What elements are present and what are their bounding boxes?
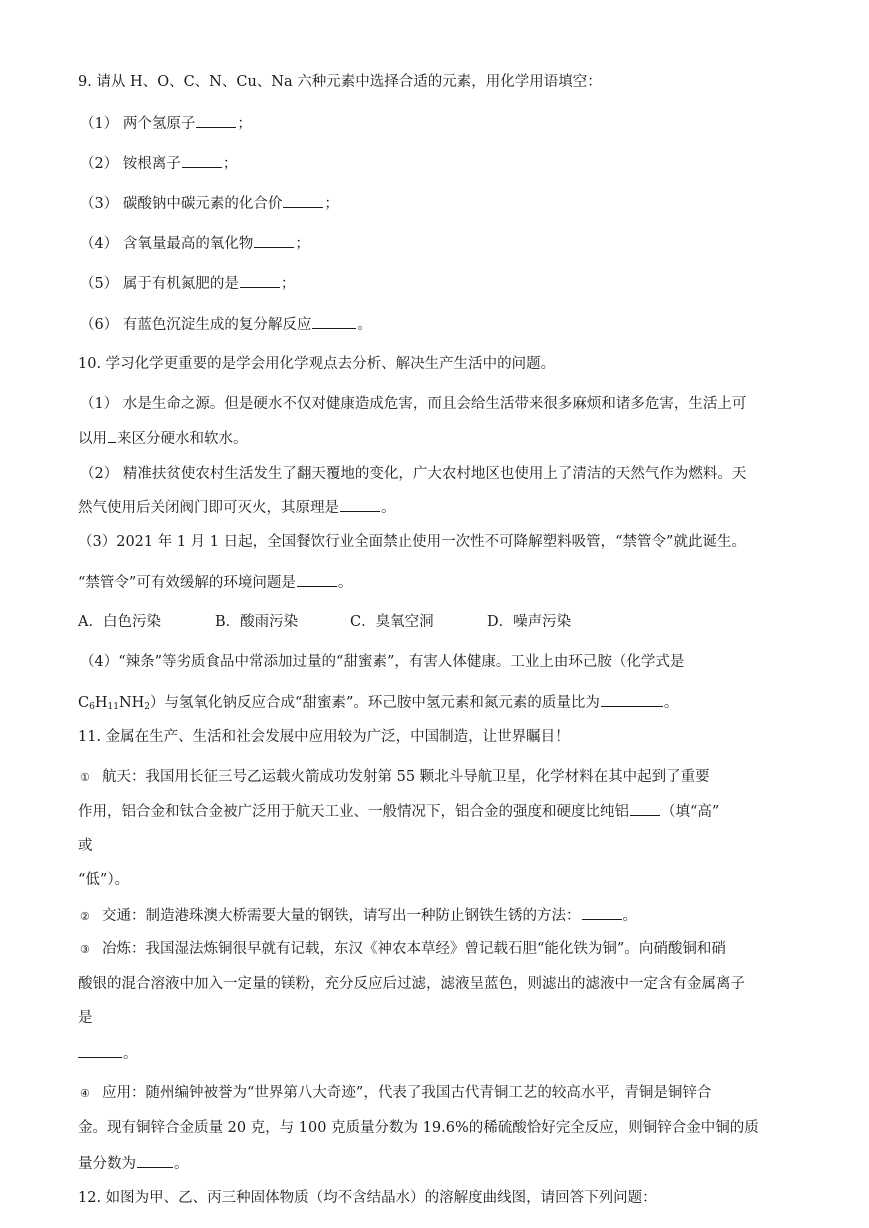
q9-item-5-text: （5） 属于有机氮肥的是	[80, 276, 239, 292]
q9-item-4-text: （4） 含氧量最高的氧化物	[80, 236, 254, 252]
answer-blank[interactable]	[78, 1043, 122, 1058]
q9-item-1	[80, 113, 789, 134]
q11-c-line3: 是	[78, 1010, 93, 1026]
q10-p1-line2-text: 以用	[78, 431, 107, 447]
answer-blank[interactable]	[137, 1153, 173, 1168]
q11-b-line-text: 交通：制造港珠澳大桥需要大量的钢铁，请写出一种防止钢铁生锈的方法：	[102, 908, 581, 924]
q10-p3-line2	[78, 572, 789, 593]
q9-item-5	[80, 273, 789, 294]
q10-p3-line2-text: “禁管令”可有效缓解的环境问题是	[78, 575, 296, 591]
answer-blank[interactable]	[196, 113, 236, 128]
choice-c[interactable]: C．臭氧空洞	[350, 614, 434, 630]
q11-b-line	[80, 905, 789, 927]
q11-a-line1-text: 航天：我国用长征三号乙运载火箭成功发射第 55 颗北斗导航卫星，化学材料在其中起到了重要	[102, 769, 710, 785]
answer-blank[interactable]	[254, 233, 294, 248]
choice-a[interactable]: A．白色污染	[78, 614, 161, 630]
q10-p2-line2-text: 然气使用后关闭阀门即可灭火，其原理是	[78, 500, 339, 516]
q11-a-line4: “低”）。	[78, 872, 130, 888]
q11-b-line-end: 。	[622, 908, 637, 924]
q9-item-4-end: ；	[295, 236, 310, 252]
q9-item-4	[80, 233, 789, 254]
answer-blank[interactable]	[283, 193, 323, 208]
q9-item-6-end: 。	[357, 317, 372, 333]
q10-stem: 10. 学习化学更重要的是学会用化学观点去分析、解决生产生活中的问题。	[78, 356, 556, 372]
q10-p2-line2-end: 。	[381, 500, 396, 516]
q9-item-2	[80, 153, 789, 174]
choice-d[interactable]: D．噪声污染	[487, 614, 572, 630]
q9-item-1-end: ；	[237, 116, 252, 132]
q10-p4-line2-end: 。	[663, 695, 679, 711]
circled-number-4: ④	[80, 1087, 90, 1100]
q11-c-line1-text: 冶炼：我国湿法炼铜很早就有记载，东汉《神农本草经》曾记载石胆“能化铁为铜”。向硝酸铜和硝	[102, 941, 726, 957]
q10-p2-line1: （2） 精准扶贫使农村生活发生了翻天覆地的变化，广大农村地区也使用上了清洁的天然气作为燃料。天	[80, 466, 747, 482]
circled-number-1: ①	[80, 771, 90, 784]
q10-p4-line1: （4）“辣条”等劣质食品中常添加过量的“甜蜜素”，有害人体健康。工业上由环己胺（化学式是	[80, 654, 685, 670]
q9-item-6-text: （6） 有蓝色沉淀生成的复分解反应	[80, 317, 312, 333]
q11-a-line2-end: （填“高”	[661, 804, 720, 820]
q11-d-line3-end: 。	[174, 1156, 189, 1172]
answer-blank[interactable]	[108, 428, 116, 443]
q11-a-line3: 或	[78, 838, 93, 854]
q9-item-6	[80, 314, 789, 335]
chemical-formula: $C_6H_{11}NH_2$	[78, 695, 151, 712]
choice-b[interactable]: B．酸雨污染	[215, 614, 299, 630]
answer-blank[interactable]	[630, 801, 660, 816]
q10-p4-line2	[78, 692, 789, 713]
answer-blank[interactable]	[601, 692, 663, 707]
q11-d-line3	[78, 1153, 789, 1174]
q10-p3-line2-end: 。	[337, 575, 353, 591]
q9-item-2-end: ；	[222, 156, 238, 172]
q10-p2-line2	[78, 497, 789, 518]
q9-item-5-end: ；	[280, 276, 296, 292]
circled-number-2: ②	[80, 910, 90, 923]
q10-p1-line2	[78, 428, 789, 449]
q11-d-line3-text: 量分数为	[78, 1156, 136, 1172]
q10-p4-line2-text: ）与氢氧化钠反应合成“甜蜜素”。环己胺中氢元素和氮元素的质量比为	[150, 695, 600, 711]
q11-d-line2: 金。现有铜锌合金质量 20 克，与 100 克质量分数为 19.6%的稀硫酸恰好完全反应，则铜锌合金中铜的质	[78, 1120, 759, 1136]
q9-item-3-end: ；	[324, 196, 339, 212]
q9-stem: 9. 请从 H、O、C、N、Cu、Na 六种元素中选择合适的元素，用化学用语填空：	[78, 74, 602, 90]
answer-blank[interactable]	[182, 153, 222, 168]
q11-c-line1	[80, 939, 789, 960]
answer-blank[interactable]	[240, 273, 280, 288]
q10-p1-line1: （1） 水是生命之源。但是硬水不仅对健康造成危害，而且会给生活带来很多麻烦和诸多危害，生活上可	[80, 396, 747, 412]
q9-item-3-text: （3） 碳酸钠中碳元素的化合价	[80, 196, 283, 212]
circled-number-3: ③	[80, 943, 90, 956]
q11-d-line1-text: 应用：随州编钟被誉为“世界第八大奇迹”，代表了我国古代青铜工艺的较高水平，青铜是铜锌合	[102, 1085, 712, 1101]
q11-c-line4-end: 。	[123, 1046, 138, 1062]
q11-a-line1	[80, 767, 789, 788]
q11-c-line4	[78, 1043, 789, 1064]
q11-d-line1	[80, 1083, 789, 1104]
q9-item-2-text: （2） 铵根离子	[80, 156, 181, 172]
q11-a-line2-text: 作用，铝合金和钛合金被广泛用于航天工业、一般情况下，铝合金的强度和硬度比纯铝	[78, 804, 629, 820]
q11-c-line2: 酸银的混合溶液中加入一定量的镁粉，充分反应后过滤，滤液呈蓝色，则滤出的滤液中一定含有金属离子	[78, 976, 745, 992]
answer-blank[interactable]	[312, 314, 356, 329]
answer-blank[interactable]	[297, 572, 337, 587]
q9-item-3	[80, 193, 789, 214]
answer-blank[interactable]	[582, 905, 622, 920]
q12-stem: 12. 如图为甲、乙、丙三种固体物质（均不含结晶水）的溶解度曲线图，请回答下列问题：	[78, 1190, 657, 1206]
q11-a-line2	[78, 801, 789, 822]
q10-p3-line1: （3）2021 年 1 月 1 日起，全国餐饮行业全面禁止使用一次性不可降解塑料吸管，“禁管令”就此诞生。	[78, 534, 746, 550]
q10-p1-line2-end: 来区分硬水和软水。	[117, 431, 248, 447]
answer-blank[interactable]	[340, 497, 380, 512]
q9-item-1-text: （1） 两个氢原子	[80, 116, 196, 132]
q11-stem: 11. 金属在生产、生活和社会发展中应用较为广泛，中国制造，让世界瞩目！	[78, 729, 570, 745]
